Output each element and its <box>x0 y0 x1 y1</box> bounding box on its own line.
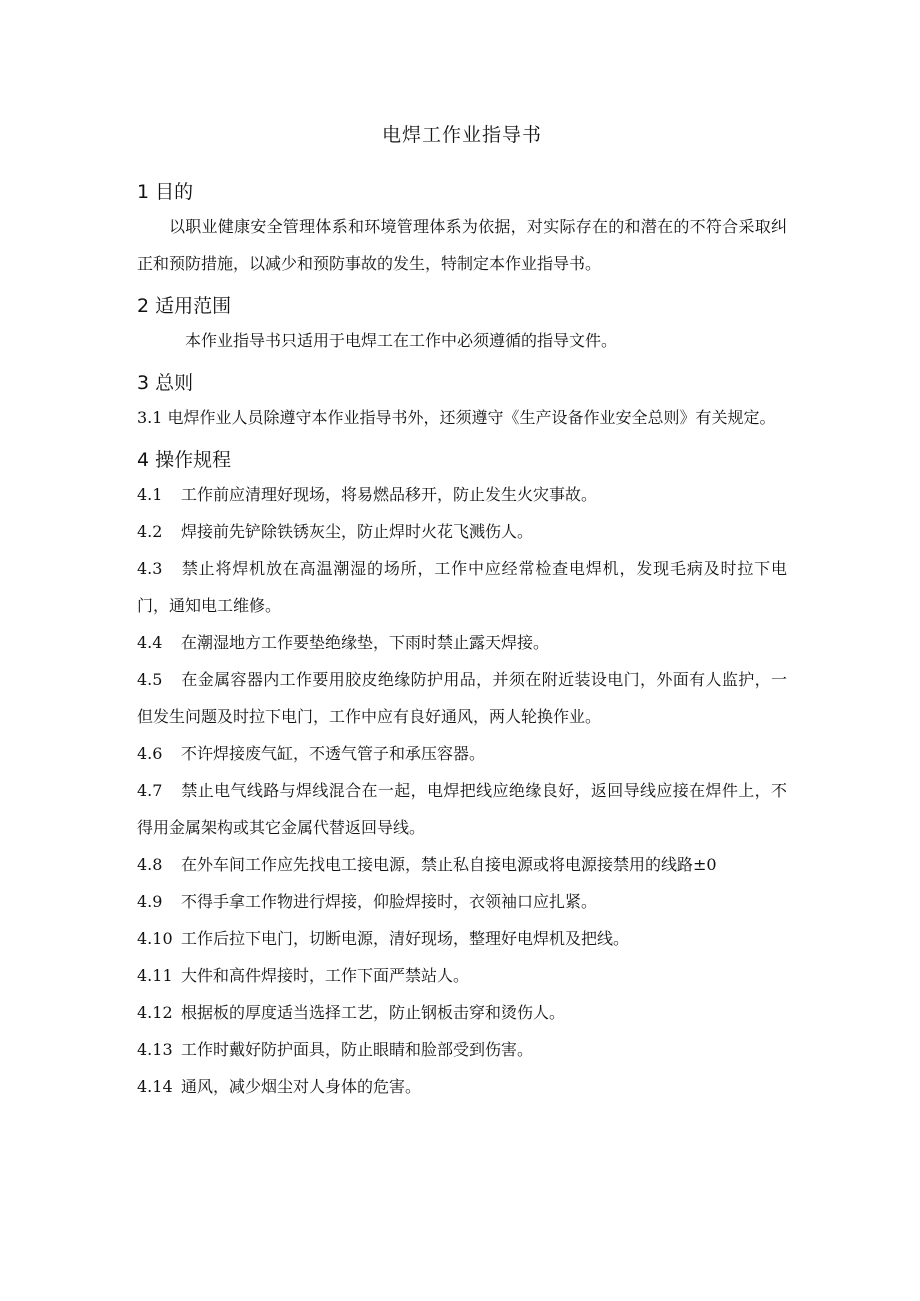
procedure-item <box>137 994 787 1031</box>
procedure-item-number: 4.6 <box>137 744 163 763</box>
procedure-item-text: 不许焊接废气缸，不透气管子和承压容器。 <box>181 744 486 763</box>
procedure-item-number: 4.8 <box>137 855 163 874</box>
procedure-item <box>137 735 787 772</box>
section-heading-general: 3 总则 <box>137 372 194 394</box>
section-heading-scope: 2 适用范围 <box>137 295 232 317</box>
procedure-item-text: 根据板的厚度适当选择工艺，防止钢板击穿和烫伤人。 <box>181 1003 566 1022</box>
procedure-item-number: 4.14 <box>137 1077 173 1096</box>
procedure-item-text: 在金属容器内工作要用胶皮绝缘防护用品，并须在附近装设电门，外面有人监护，一但发生问题及时拉下电门，工作中应有良好通风，两人轮换作业。 <box>137 670 787 726</box>
procedure-item-text: 不得手拿工作物进行焊接，仰脸焊接时，衣领袖口应扎紧。 <box>181 892 598 911</box>
procedure-item-text: 通风，减少烟尘对人身体的危害。 <box>181 1077 422 1096</box>
section-text-general: 3.1 电焊作业人员除遵守本作业指导书外，还须遵守《生产设备作业安全总则》有关规定。 <box>137 408 776 427</box>
procedure-item <box>137 550 787 624</box>
procedure-item-number: 4.12 <box>137 1003 173 1022</box>
spacer <box>137 359 787 367</box>
document-title: 电焊工作业指导书 <box>381 124 542 146</box>
procedure-item-text: 禁止电气线路与焊线混合在一起，电焊把线应绝缘良好，返回导线应接在焊件上，不得用金属架构或其它金属代替返回导线。 <box>137 781 787 837</box>
procedure-list <box>137 476 787 1105</box>
procedure-item <box>137 476 787 513</box>
section-text-scope: 本作业指导书只适用于电焊工在工作中必须遵循的指导文件。 <box>185 331 618 350</box>
section-heading-purpose: 1 目的 <box>137 181 194 203</box>
spacer <box>137 436 787 444</box>
procedure-item-text: 工作后拉下电门，切断电源，清好现场，整理好电焊机及把线。 <box>181 929 630 948</box>
procedure-item-number: 4.3 <box>137 559 163 578</box>
procedure-item-number: 4.2 <box>137 522 163 541</box>
procedure-item-text: 焊接前先铲除铁锈灰尘，防止焊时火花飞溅伤人。 <box>181 522 534 541</box>
procedure-item-number: 4.4 <box>137 633 163 652</box>
procedure-item-number: 4.1 <box>137 485 163 504</box>
procedure-item-text: 工作前应清理好现场，将易燃品移开，防止发生火灾事故。 <box>181 485 598 504</box>
procedure-item-text: 在潮湿地方工作要垫绝缘垫，下雨时禁止露天焊接。 <box>181 633 550 652</box>
procedure-item <box>137 1068 787 1105</box>
spacer <box>137 282 787 290</box>
procedure-item-number: 4.9 <box>137 892 163 911</box>
procedure-item-number: 4.11 <box>137 966 173 985</box>
procedure-item <box>137 846 787 883</box>
procedure-item <box>137 772 787 846</box>
procedure-item-number: 4.7 <box>137 781 163 800</box>
procedure-item-number: 4.13 <box>137 1040 173 1059</box>
procedure-item <box>137 1031 787 1068</box>
procedure-item <box>137 513 787 550</box>
procedure-item <box>137 920 787 957</box>
procedure-item-text: 工作时戴好防护面具，防止眼睛和脸部受到伤害。 <box>181 1040 534 1059</box>
procedure-item-number: 4.10 <box>137 929 173 948</box>
section-heading-procedure: 4 操作规程 <box>137 449 232 471</box>
procedure-item <box>137 883 787 920</box>
procedure-item-text: 在外车间工作应先找电工接电源，禁止私自接电源或将电源接禁用的线路±0 <box>181 855 717 874</box>
procedure-item-number: 4.5 <box>137 670 163 689</box>
document-page <box>137 120 787 1105</box>
procedure-item <box>137 624 787 661</box>
procedure-item <box>137 957 787 994</box>
procedure-item <box>137 661 787 735</box>
procedure-item-text: 禁止将焊机放在高温潮湿的场所，工作中应经常检查电焊机，发现毛病及时拉下电门，通知电工维修。 <box>137 559 787 615</box>
procedure-item-text: 大件和高件焊接时，工作下面严禁站人。 <box>181 966 470 985</box>
section-text-purpose: 以职业健康安全管理体系和环境管理体系为依据，对实际存在的和潜在的不符合采取纠正和预防措施，以减少和预防事故的发生，特制定本作业指导书。 <box>137 217 787 273</box>
